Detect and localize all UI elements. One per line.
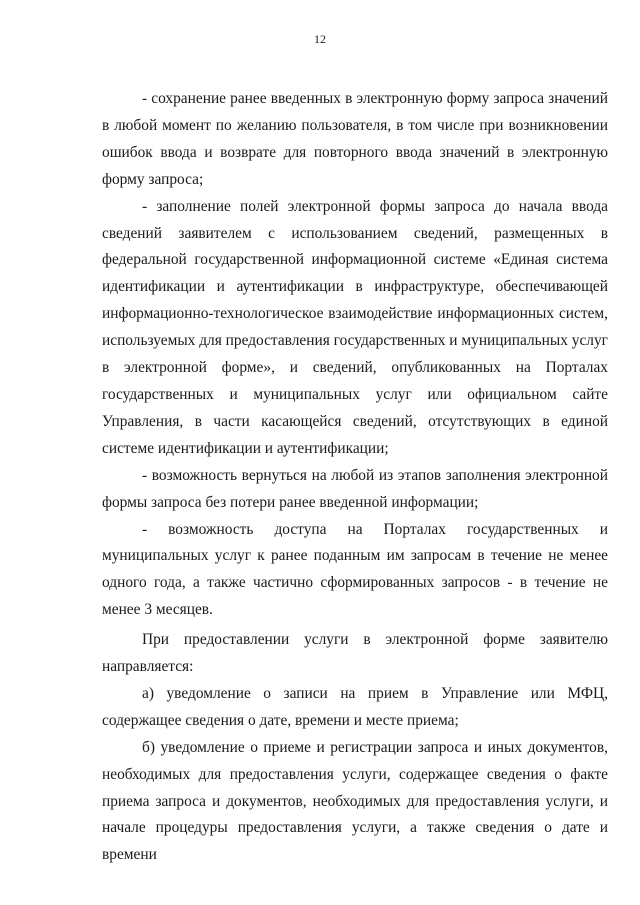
paragraph-notification-b: б) уведомление о приеме и регистрации запроса и иных документов, необходимых для предоставления услуги, содержащее сведения о факте приема запроса и документов, необходимых для предоставления услуги, и начале процедуры предоставления услуги, а также сведения о дате и времени — [102, 738, 608, 864]
paragraph-notification-a: а) уведомление о записи на прием в Управление или МФЦ, содержащее сведения о дате, времени и месте приема; — [102, 684, 608, 729]
paragraph-access-requests: - возможность доступа на Порталах государственных и муниципальных услуг к ранее поданным им запросам в течение не менее одного года, а также частично сформированных запросов - в течение не менее 3 месяцев. — [102, 520, 608, 619]
paragraph-return-to-step: - возможность вернуться на любой из этапов заполнения электронной формы запроса без потери ранее введенной информации; — [102, 466, 608, 511]
paragraph-save-values: - сохранение ранее введенных в электронную форму запроса значений в любой момент по желанию пользователя, в том числе при возникновении ошибок ввода и возврате для повторного ввода значений в электронную форму запроса; — [102, 90, 608, 188]
page-number: 12 — [314, 32, 326, 46]
paragraph-notifications-intro: При предоставлении услуги в электронной форме заявителю направляется: — [102, 631, 608, 676]
document-body — [102, 86, 608, 869]
paragraph-prefill-fields: - заполнение полей электронной формы запроса до начала ввода сведений заявителем с использованием сведений, размещенных в федеральной государственной информационной системе «Единая система идентификации и аутентификации в инфраструктуре, обеспечивающей информационно-технологическое взаимодействие информационных систем, используемых для предоставления государственных и муниципальных услуг в электронной форме», и сведений, опубликованных на Порталах государственных и муниципальных услуг или официальном сайте Управления, в части касающейся сведений, отсутствующих в единой системе идентификации и аутентификации; — [102, 197, 608, 457]
